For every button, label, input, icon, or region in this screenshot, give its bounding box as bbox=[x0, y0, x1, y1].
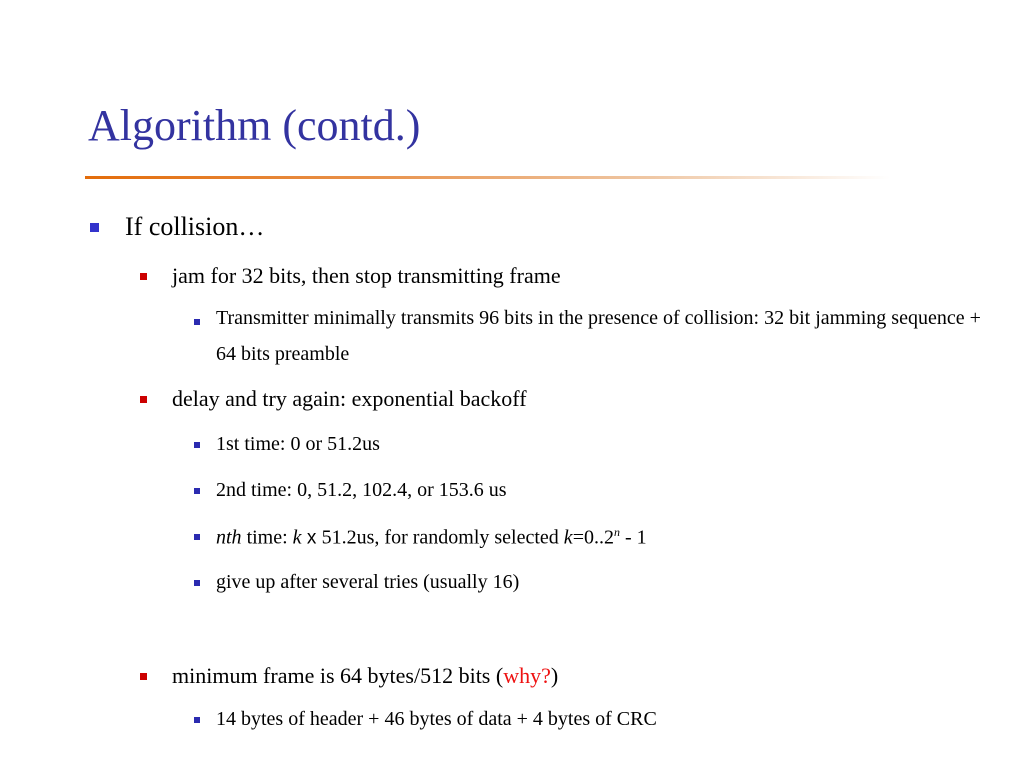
bullet-square-icon bbox=[140, 673, 147, 680]
list-item-jam: jam for 32 bits, then stop transmitting frame bbox=[172, 263, 561, 288]
time-label: time: bbox=[241, 526, 293, 549]
list-item-first-time: 1st time: 0 or 51.2us bbox=[216, 433, 380, 455]
bullet-square-icon bbox=[194, 717, 200, 723]
bullet-square-icon bbox=[194, 580, 200, 586]
nth-tail: - 1 bbox=[619, 526, 647, 549]
list-item-if-collision: If collision… bbox=[125, 212, 265, 241]
list-item-second-time: 2nd time: 0, 51.2, 102.4, or 153.6 us bbox=[216, 479, 507, 501]
multiply-symbol: x bbox=[301, 527, 322, 549]
nth-word: nth bbox=[216, 526, 242, 549]
nth-rest: 51.2us, for randomly selected bbox=[321, 526, 564, 549]
min-frame-text: minimum frame is 64 bytes/512 bits ( bbox=[172, 663, 504, 688]
bullet-square-icon bbox=[140, 273, 147, 280]
n-superscript: n bbox=[613, 525, 620, 539]
min-frame-close: ) bbox=[550, 663, 559, 688]
bullet-square-icon bbox=[140, 396, 147, 403]
bullet-square-icon bbox=[194, 534, 200, 540]
list-item-give-up: give up after several tries (usually 16) bbox=[216, 571, 520, 593]
k-variable: k bbox=[292, 526, 302, 549]
why-question: why? bbox=[503, 663, 551, 688]
bullet-square-icon bbox=[194, 442, 200, 448]
bullet-square-icon bbox=[194, 488, 200, 494]
k-variable-2: k bbox=[563, 526, 573, 549]
slide-title: Algorithm (contd.) bbox=[88, 101, 421, 150]
list-item-nth-time bbox=[216, 526, 647, 548]
range-text: =0..2 bbox=[572, 526, 614, 549]
bullet-square-icon bbox=[194, 319, 200, 325]
title-underline bbox=[85, 176, 890, 179]
list-item-bytes: 14 bytes of header + 46 bytes of data + 4 bytes of CRC bbox=[216, 708, 657, 730]
list-item-delay: delay and try again: exponential backoff bbox=[172, 386, 527, 411]
list-item-minimum-frame bbox=[172, 665, 558, 687]
bullet-square-icon bbox=[90, 223, 99, 232]
list-item-transmitter: Transmitter minimally transmits 96 bits in the presence of collision: 32 bit jamming sequence + 64 bits preamble bbox=[216, 307, 981, 365]
